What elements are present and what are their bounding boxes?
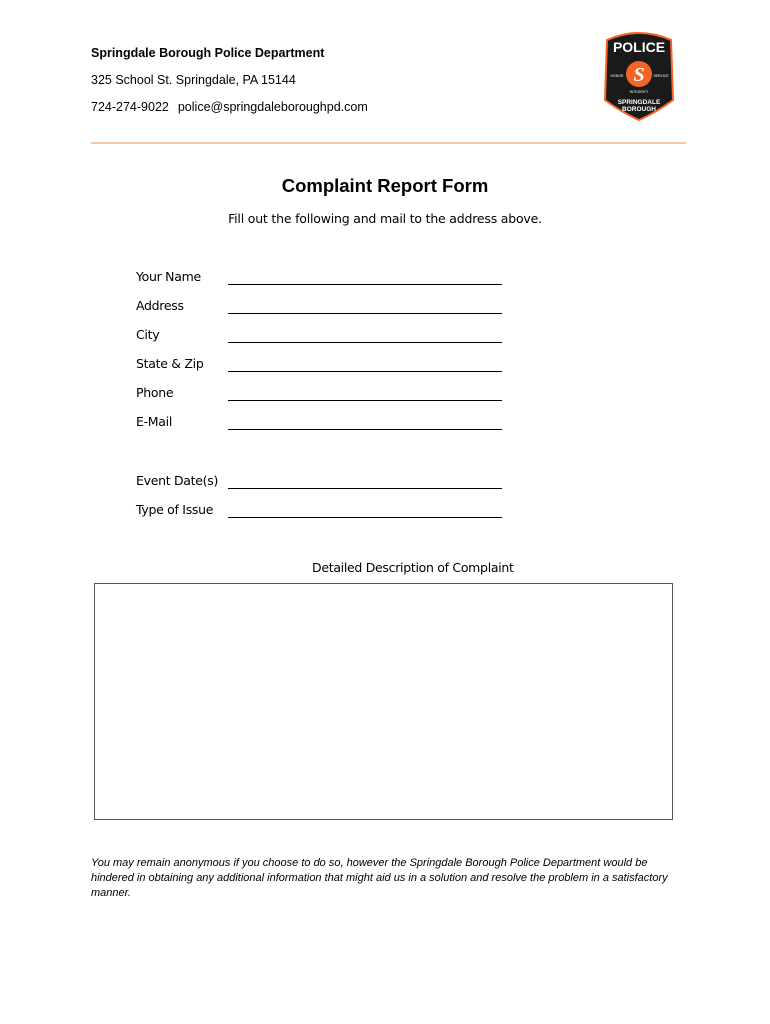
- field-input-line[interactable]: [228, 297, 502, 314]
- police-badge-logo: [601, 30, 677, 122]
- description-label: Detailed Description of Complaint: [312, 560, 514, 575]
- anonymity-note: You may remain anonymous if you choose to do so, however the Springdale Borough Police Department would be hindered in obtaining any additional information that might aid us in a solution and resolve the problem in a satisfactory manner.: [91, 857, 668, 899]
- field-label: Event Date(s): [136, 473, 219, 488]
- field-input-line[interactable]: [228, 501, 502, 518]
- form-instruction: Fill out the following and mail to the address above.: [228, 211, 542, 226]
- description-box[interactable]: [94, 583, 673, 820]
- department-name: Springdale Borough Police Department: [91, 46, 325, 60]
- field-label: Phone: [136, 385, 174, 400]
- field-input-line[interactable]: [228, 326, 502, 343]
- badge-right-word: SERVICE: [653, 74, 669, 78]
- badge-center-word: INTEGRITY: [629, 90, 649, 94]
- badge-left-word: HONOR: [610, 74, 624, 78]
- field-label: Your Name: [136, 269, 201, 284]
- department-address: 325 School St. Springdale, PA 15144: [91, 73, 296, 87]
- badge-bottom-line2: BOROUGH: [622, 106, 656, 113]
- field-label: City: [136, 327, 160, 342]
- badge-top-text: POLICE: [612, 39, 666, 55]
- field-input-line[interactable]: [228, 413, 502, 430]
- field-input-line[interactable]: [228, 472, 502, 489]
- department-phone: 724-274-9022: [91, 100, 169, 114]
- badge-bottom-line1: SPRINGDALE: [617, 99, 661, 106]
- department-email: police@springdaleboroughpd.com: [177, 100, 368, 114]
- field-label: Type of Issue: [136, 502, 214, 517]
- header-divider: [91, 142, 686, 144]
- badge-letter: S: [633, 64, 645, 86]
- field-input-line[interactable]: [228, 355, 502, 372]
- field-label: State & Zip: [136, 356, 204, 371]
- field-input-line[interactable]: [228, 384, 502, 401]
- form-title: Complaint Report Form: [281, 175, 489, 196]
- field-label: Address: [136, 298, 184, 313]
- department-contact: [91, 100, 368, 114]
- field-input-line[interactable]: [228, 268, 502, 285]
- field-label: E-Mail: [136, 414, 172, 429]
